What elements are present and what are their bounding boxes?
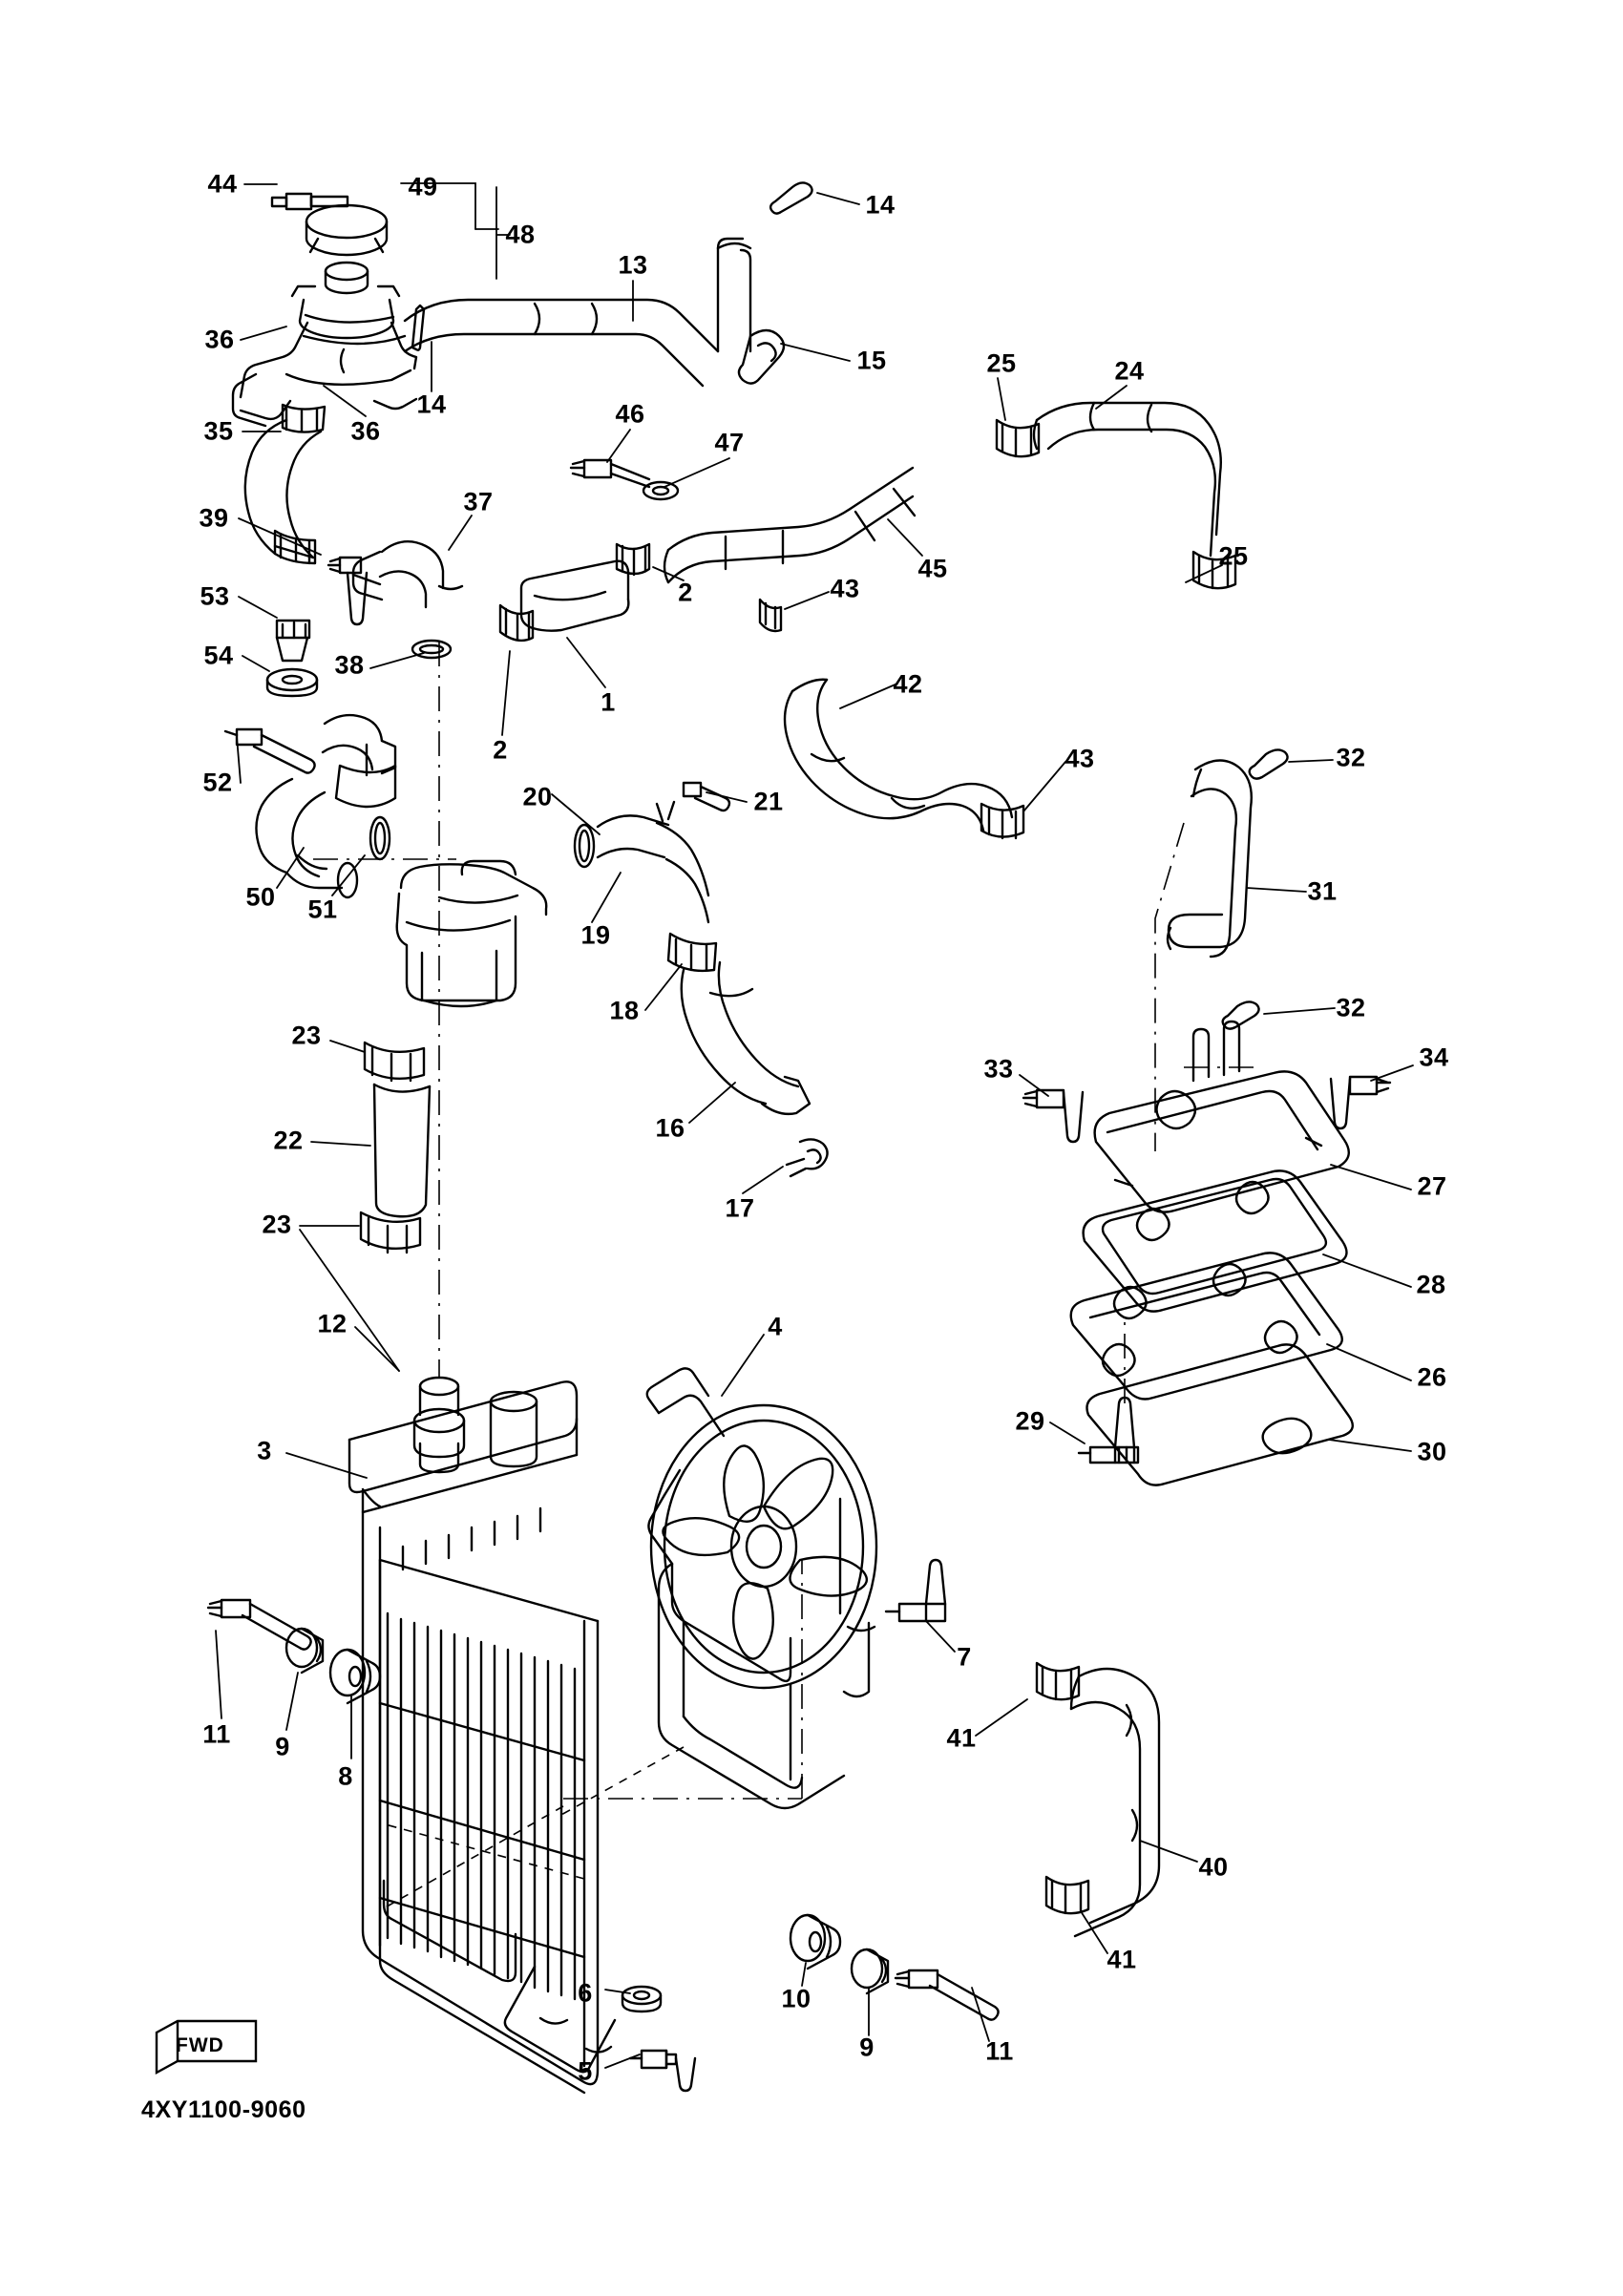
part-clip-17: [787, 1139, 828, 1176]
part-grommet-8: [330, 1650, 380, 1703]
callout-20: 20: [522, 782, 553, 811]
callout-7: 7: [957, 1642, 972, 1672]
callout-43-upper: 43: [830, 574, 860, 603]
callout-15: 15: [856, 346, 887, 375]
callout-23-lower: 23: [262, 1210, 292, 1239]
part-bolt-7: [886, 1560, 945, 1621]
part-oring-19: [575, 825, 594, 867]
callout-2-left: 2: [493, 735, 508, 765]
callout-9-left: 9: [275, 1732, 290, 1761]
part-hose-42: [785, 680, 1012, 831]
part-clip-32-upper: [1250, 749, 1288, 778]
callout-12: 12: [317, 1309, 348, 1338]
part-hose-40: [1071, 1669, 1159, 1936]
part-bolt-34: [1331, 1077, 1390, 1128]
part-clamp-23-lower: [361, 1212, 420, 1253]
part-grommet-10: [790, 1915, 840, 1969]
callout-53: 53: [200, 581, 230, 611]
callout-35: 35: [203, 416, 234, 446]
callout-11-right: 11: [985, 2036, 1014, 2066]
part-bolt-44: [272, 194, 348, 209]
part-bolt-39: [328, 558, 367, 624]
part-clip-32-lower: [1223, 1001, 1259, 1028]
callout-41-upper: 41: [946, 1723, 977, 1753]
callout-34: 34: [1419, 1043, 1449, 1072]
part-hose-22: [374, 1085, 430, 1216]
part-reservoir-tank-20: [397, 861, 547, 1006]
callout-14-top: 14: [865, 190, 896, 220]
callout-37: 37: [463, 487, 494, 516]
part-filler-cap: [292, 205, 399, 338]
callout-30: 30: [1417, 1437, 1447, 1466]
part-clamp-2-left: [500, 605, 533, 641]
fwd-direction-badge: [153, 2019, 260, 2075]
part-washer-47: [643, 482, 678, 499]
callout-22: 22: [273, 1126, 304, 1155]
part-radiator-3: [349, 1381, 615, 2093]
callout-36-lower: 36: [350, 416, 381, 446]
callout-10: 10: [781, 1984, 812, 2013]
part-clamp-41-lower: [1046, 1877, 1088, 1913]
part-clamp-23-upper: [365, 1043, 424, 1081]
part-hose-45: [664, 468, 915, 582]
callout-33: 33: [983, 1054, 1014, 1084]
part-pipe-31: [1168, 760, 1252, 957]
callout-18: 18: [609, 996, 640, 1025]
part-hose-13: [405, 239, 750, 386]
part-drain-bolt-5: [630, 2051, 695, 2091]
callout-8: 8: [338, 1761, 353, 1791]
callout-25-upper: 25: [986, 348, 1017, 378]
callout-32-lower: 32: [1336, 993, 1366, 1022]
part-pipe-37: [353, 541, 462, 607]
callout-11-left: 11: [202, 1719, 231, 1749]
part-clamp-43-upper: [760, 600, 781, 631]
part-filler-neck-12: [414, 1378, 464, 1472]
part-pin-14-top: [770, 182, 812, 213]
part-clamp-25-upper: [997, 420, 1039, 456]
callout-40: 40: [1198, 1852, 1229, 1882]
callout-45: 45: [917, 554, 948, 583]
callout-54: 54: [203, 641, 234, 670]
callout-50: 50: [245, 882, 276, 912]
part-bolt-53: [277, 621, 309, 661]
callout-29: 29: [1015, 1406, 1045, 1436]
callout-4: 4: [768, 1312, 783, 1341]
callout-14-left: 14: [416, 390, 447, 419]
callout-24: 24: [1114, 356, 1145, 386]
part-bolt-46: [571, 460, 649, 487]
callout-36-upper: 36: [204, 325, 235, 354]
callout-44: 44: [207, 169, 238, 199]
callout-9-right: 9: [859, 2033, 875, 2062]
part-washer-6: [622, 1987, 661, 2012]
part-collar-9-right: [852, 1949, 888, 1993]
callout-38: 38: [334, 650, 365, 680]
part-pipe-1: [521, 561, 628, 631]
part-pipe-21: [598, 783, 729, 922]
callout-43-lower: 43: [1064, 744, 1095, 773]
callout-42: 42: [893, 669, 923, 699]
callout-41-lower: 41: [1107, 1945, 1137, 1974]
leader-lines: [216, 183, 1413, 2068]
callout-48: 48: [505, 220, 536, 249]
part-bolt-11-right: [896, 1970, 999, 2020]
callout-49: 49: [408, 172, 438, 201]
part-bolt-11-left: [208, 1600, 311, 1650]
part-clamp-36-upper: [283, 405, 325, 432]
callout-32-upper: 32: [1336, 743, 1366, 772]
callout-16: 16: [655, 1113, 685, 1143]
callout-28: 28: [1416, 1270, 1446, 1299]
part-oring-51: [370, 817, 390, 859]
callout-17: 17: [725, 1193, 755, 1223]
part-gasket-30: [1087, 1344, 1353, 1485]
callout-13: 13: [618, 250, 648, 280]
callout-21: 21: [753, 787, 784, 816]
callout-3: 3: [257, 1436, 272, 1465]
part-hose-16: [682, 962, 810, 1114]
part-bolt-33: [1023, 1090, 1083, 1142]
callout-39: 39: [199, 503, 229, 533]
callout-6: 6: [578, 1978, 593, 2008]
callout-26: 26: [1417, 1362, 1447, 1392]
callout-19: 19: [580, 920, 611, 950]
part-hose-35: [245, 420, 321, 558]
part-fan-4: [647, 1368, 876, 1808]
callout-47: 47: [714, 428, 745, 457]
callout-52: 52: [202, 768, 233, 797]
part-hose-24: [1034, 403, 1221, 556]
callout-46: 46: [615, 399, 645, 429]
part-clip-15: [739, 330, 784, 384]
callout-23-upper: 23: [291, 1021, 322, 1050]
part-washer-54: [267, 669, 317, 696]
part-clamp-43-lower: [981, 804, 1023, 838]
fwd-label: FWD: [176, 2034, 224, 2056]
callout-2-right: 2: [678, 578, 693, 607]
callout-25-lower: 25: [1218, 541, 1249, 571]
callout-1: 1: [601, 687, 616, 717]
part-clamp-2-right: [617, 544, 649, 575]
part-clamp-18: [668, 934, 716, 971]
part-code-label: 4XY1100-9060: [141, 2096, 306, 2123]
callout-27: 27: [1417, 1171, 1447, 1201]
callout-5: 5: [578, 2056, 593, 2086]
callout-51: 51: [307, 895, 338, 924]
callout-31: 31: [1307, 876, 1338, 906]
